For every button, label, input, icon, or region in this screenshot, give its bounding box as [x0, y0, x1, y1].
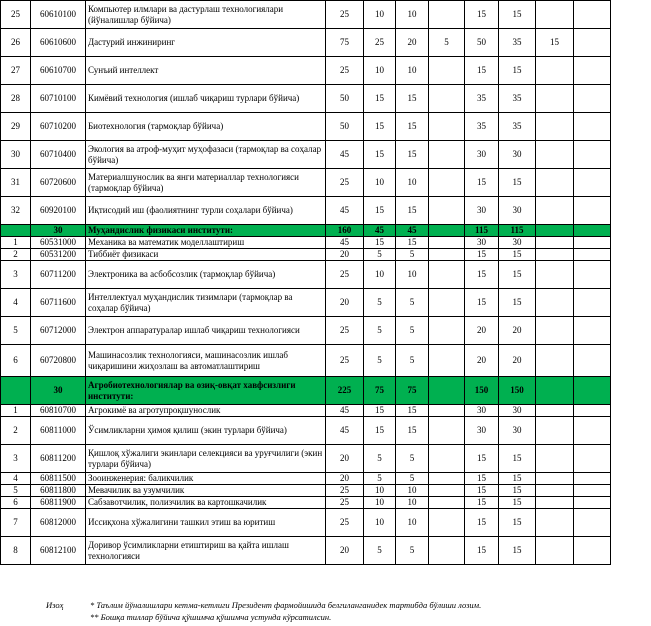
quota-cell	[574, 537, 611, 565]
quota-cell	[429, 417, 465, 445]
quota-cell	[429, 537, 465, 565]
code-cell: 60531000	[31, 237, 86, 249]
table-row	[1, 249, 651, 261]
quota-cell: 5	[364, 249, 396, 261]
name-cell: Муҳандислик физикаси институти:	[86, 225, 326, 237]
table-row	[1, 1, 651, 29]
quota-cell	[574, 445, 611, 473]
code-cell: 60720600	[31, 169, 86, 197]
quota-cell: 25	[326, 57, 364, 85]
quota-cell: 10	[364, 57, 396, 85]
row-number-cell: 3	[1, 261, 31, 289]
quota-cell: 45	[396, 225, 429, 237]
quota-cell	[574, 289, 611, 317]
row-number-cell: 29	[1, 113, 31, 141]
table-row	[1, 237, 651, 249]
quota-cell: 10	[396, 485, 429, 497]
quota-cell	[429, 249, 465, 261]
quota-cell: 15	[364, 405, 396, 417]
code-cell: 60711600	[31, 289, 86, 317]
quota-cell	[536, 345, 574, 377]
quota-cell	[429, 377, 465, 405]
name-cell: Кимёвий технология (ишлаб чиқариш турлари бўйича)	[86, 85, 326, 113]
quota-cell: 15	[465, 289, 499, 317]
name-cell: Сунъий интеллект	[86, 57, 326, 85]
quota-cell: 15	[465, 537, 499, 565]
row-number-cell: 3	[1, 445, 31, 473]
row-number-cell: 25	[1, 1, 31, 29]
code-cell: 30	[31, 225, 86, 237]
quota-cell: 30	[499, 197, 536, 225]
quota-cell	[429, 1, 465, 29]
quota-cell	[536, 85, 574, 113]
quota-cell: 15	[499, 537, 536, 565]
quota-cell: 10	[364, 485, 396, 497]
quota-cell	[536, 1, 574, 29]
quota-cell: 115	[465, 225, 499, 237]
name-cell: Электрон аппаратуралар ишлаб чиқариш технологияси	[86, 317, 326, 345]
quota-cell	[429, 485, 465, 497]
quota-cell	[574, 261, 611, 289]
quota-cell	[574, 1, 611, 29]
quota-cell: 35	[465, 113, 499, 141]
quota-cell: 30	[465, 237, 499, 249]
quota-cell	[429, 57, 465, 85]
code-cell: 60811000	[31, 417, 86, 445]
quota-cell: 5	[396, 249, 429, 261]
quota-cell	[536, 261, 574, 289]
quota-cell	[536, 377, 574, 405]
code-cell: 60920100	[31, 197, 86, 225]
name-cell: Дастурий инжиниринг	[86, 29, 326, 57]
quota-cell: 25	[326, 169, 364, 197]
quota-cell: 10	[364, 261, 396, 289]
quota-cell	[574, 225, 611, 237]
table-row	[1, 317, 651, 345]
quota-cell	[574, 237, 611, 249]
row-number-cell: 7	[1, 509, 31, 537]
quota-cell: 25	[326, 509, 364, 537]
name-cell: Материалшунослик ва янги материаллар технологияси (тармоқлар бўйича)	[86, 169, 326, 197]
code-cell: 60811200	[31, 445, 86, 473]
row-number-cell: 2	[1, 417, 31, 445]
quota-cell: 5	[396, 445, 429, 473]
quota-cell: 10	[396, 57, 429, 85]
quota-cell	[429, 497, 465, 509]
quota-cell: 45	[326, 405, 364, 417]
quota-cell	[429, 261, 465, 289]
quota-cell: 10	[396, 169, 429, 197]
code-cell: 60811900	[31, 497, 86, 509]
quota-cell	[536, 485, 574, 497]
footnote-label: Изоҳ	[46, 600, 64, 610]
quota-cell	[536, 405, 574, 417]
quota-cell	[429, 473, 465, 485]
quota-cell	[574, 509, 611, 537]
quota-cell: 30	[465, 197, 499, 225]
quota-cell	[574, 485, 611, 497]
quota-cell: 15	[499, 497, 536, 509]
table-row	[1, 473, 651, 485]
code-cell: 60720800	[31, 345, 86, 377]
footnote-line-1: * Таълим йўналишлари кетма-кетлиги Президент фармойишида белгиланганидек тартибда бўлиши лозим.	[90, 600, 482, 610]
name-cell: Доривор ўсимликларни етиштириш ва қайта ишлаш технологияси	[86, 537, 326, 565]
quota-cell	[536, 473, 574, 485]
code-cell: 30	[31, 377, 86, 405]
quota-cell: 25	[326, 317, 364, 345]
quota-cell: 150	[499, 377, 536, 405]
table-row	[1, 197, 651, 225]
quota-cell: 20	[499, 345, 536, 377]
table-row	[1, 345, 651, 377]
quota-cell: 20	[326, 445, 364, 473]
quota-cell: 75	[326, 29, 364, 57]
row-number-cell: 1	[1, 237, 31, 249]
row-number-cell: 32	[1, 197, 31, 225]
quota-cell: 15	[499, 249, 536, 261]
code-cell: 60710100	[31, 85, 86, 113]
quota-cell	[574, 473, 611, 485]
quota-cell	[536, 445, 574, 473]
quota-cell: 150	[465, 377, 499, 405]
quota-cell	[574, 317, 611, 345]
row-number-cell: 6	[1, 497, 31, 509]
quota-cell: 5	[364, 445, 396, 473]
quota-cell: 10	[364, 169, 396, 197]
quota-cell	[574, 417, 611, 445]
quota-cell: 15	[499, 57, 536, 85]
quota-cell: 115	[499, 225, 536, 237]
quota-cell	[536, 497, 574, 509]
row-number-cell: 4	[1, 473, 31, 485]
quota-cell: 35	[465, 85, 499, 113]
quota-cell: 50	[465, 29, 499, 57]
quota-cell: 15	[499, 445, 536, 473]
code-cell: 60710200	[31, 113, 86, 141]
quota-cell: 25	[326, 345, 364, 377]
quota-cell: 30	[465, 141, 499, 169]
quota-cell: 5	[364, 345, 396, 377]
quota-cell	[574, 405, 611, 417]
quota-cell: 15	[396, 141, 429, 169]
quota-cell: 15	[499, 289, 536, 317]
quota-cell: 15	[396, 405, 429, 417]
quota-cell: 30	[465, 417, 499, 445]
quota-cell	[574, 197, 611, 225]
quota-cell	[536, 113, 574, 141]
code-cell: 60811500	[31, 473, 86, 485]
quota-cell	[574, 29, 611, 57]
quota-cell: 20	[326, 249, 364, 261]
row-number-cell: 1	[1, 405, 31, 417]
quota-cell	[536, 141, 574, 169]
quota-cell: 75	[396, 377, 429, 405]
quota-cell	[429, 237, 465, 249]
quota-cell: 10	[396, 261, 429, 289]
quota-cell: 30	[499, 141, 536, 169]
code-cell: 60812100	[31, 537, 86, 565]
quota-cell: 5	[364, 537, 396, 565]
name-cell: Агрокимё ва агротупроқшунослик	[86, 405, 326, 417]
quota-cell: 15	[499, 485, 536, 497]
name-cell: Машинасозлик технологияси, машинасозлик ишлаб чиқаришини жиҳозлаш ва автоматлаштириш	[86, 345, 326, 377]
quota-cell: 15	[499, 169, 536, 197]
quota-cell	[536, 237, 574, 249]
code-cell: 60712000	[31, 317, 86, 345]
quota-cell: 20	[326, 473, 364, 485]
row-number-cell: 8	[1, 537, 31, 565]
code-cell: 60610100	[31, 1, 86, 29]
table-row	[1, 497, 651, 509]
quota-cell	[536, 249, 574, 261]
quota-cell: 10	[396, 509, 429, 537]
quota-cell	[536, 197, 574, 225]
table-row	[1, 289, 651, 317]
quota-cell: 25	[364, 29, 396, 57]
quota-cell	[536, 169, 574, 197]
code-cell: 60811800	[31, 485, 86, 497]
quota-cell: 15	[396, 417, 429, 445]
row-number-cell: 6	[1, 345, 31, 377]
table-row	[1, 85, 651, 113]
quota-cell	[574, 113, 611, 141]
quota-cell: 30	[499, 237, 536, 249]
quota-cell: 15	[536, 29, 574, 57]
quota-cell: 30	[465, 405, 499, 417]
name-cell: Иқтисодий иш (фаолиятнинг турли соҳалари бўйича)	[86, 197, 326, 225]
name-cell: Қишлоқ хўжалиги экинлари селекцияси ва уруғчилиги (экин турлари бўйича)	[86, 445, 326, 473]
code-cell: 60810700	[31, 405, 86, 417]
row-number-cell: 4	[1, 289, 31, 317]
quota-cell: 5	[396, 537, 429, 565]
quota-cell: 15	[364, 417, 396, 445]
quota-cell: 15	[465, 261, 499, 289]
quota-cell	[536, 417, 574, 445]
quota-cell: 15	[465, 445, 499, 473]
quota-cell: 15	[396, 237, 429, 249]
quota-cell: 15	[364, 197, 396, 225]
quota-cell	[536, 317, 574, 345]
quota-cell: 25	[326, 261, 364, 289]
quota-cell: 15	[465, 485, 499, 497]
quota-cell: 5	[396, 317, 429, 345]
quota-cell: 15	[465, 57, 499, 85]
quota-cell: 25	[326, 497, 364, 509]
quota-cell: 10	[396, 1, 429, 29]
quota-cell	[574, 85, 611, 113]
table-row	[1, 417, 651, 445]
code-cell: 60710400	[31, 141, 86, 169]
table-row	[1, 261, 651, 289]
quota-cell: 20	[499, 317, 536, 345]
quota-cell	[536, 537, 574, 565]
quota-cell	[536, 225, 574, 237]
quota-cell: 5	[396, 345, 429, 377]
quota-cell: 25	[326, 1, 364, 29]
quota-cell: 25	[326, 485, 364, 497]
quota-cell: 15	[396, 197, 429, 225]
quota-cell	[429, 509, 465, 537]
table-row	[1, 169, 651, 197]
quota-cell: 15	[465, 473, 499, 485]
quota-cell: 15	[499, 509, 536, 537]
name-cell: Биотехнология (тармоқлар бўйича)	[86, 113, 326, 141]
code-cell: 60531200	[31, 249, 86, 261]
quota-cell: 15	[465, 509, 499, 537]
quota-cell	[429, 225, 465, 237]
quota-cell: 15	[499, 261, 536, 289]
table-row	[1, 113, 651, 141]
row-number-cell: 31	[1, 169, 31, 197]
quota-cell	[574, 141, 611, 169]
quota-cell	[429, 317, 465, 345]
table-row	[1, 405, 651, 417]
quota-cell: 20	[465, 345, 499, 377]
row-number-cell: 5	[1, 317, 31, 345]
quota-cell: 30	[499, 405, 536, 417]
name-cell: Механика ва математик моделлаштириш	[86, 237, 326, 249]
quota-cell: 5	[396, 289, 429, 317]
quota-cell: 30	[499, 417, 536, 445]
quota-cell: 15	[364, 113, 396, 141]
quota-cell	[429, 85, 465, 113]
quota-cell: 15	[364, 85, 396, 113]
row-number-cell: 2	[1, 249, 31, 261]
quota-cell: 15	[465, 497, 499, 509]
quota-cell	[429, 141, 465, 169]
quota-cell: 50	[326, 85, 364, 113]
quota-cell	[429, 405, 465, 417]
quota-cell	[536, 509, 574, 537]
quota-cell: 15	[364, 237, 396, 249]
quota-cell: 5	[396, 473, 429, 485]
quota-cell: 15	[499, 1, 536, 29]
quota-cell	[574, 57, 611, 85]
quota-cell: 20	[396, 29, 429, 57]
quota-cell	[536, 57, 574, 85]
quota-cell: 45	[326, 141, 364, 169]
table-row	[1, 445, 651, 473]
quota-cell: 10	[364, 1, 396, 29]
quota-cell: 15	[396, 85, 429, 113]
code-cell: 60610700	[31, 57, 86, 85]
quota-cell: 5	[364, 473, 396, 485]
quota-cell: 160	[326, 225, 364, 237]
quota-cell: 15	[499, 473, 536, 485]
quota-cell	[429, 197, 465, 225]
row-number-cell: 27	[1, 57, 31, 85]
quota-cell: 10	[396, 497, 429, 509]
table-row	[1, 141, 651, 169]
code-cell: 60610600	[31, 29, 86, 57]
quota-cell	[429, 169, 465, 197]
quota-cell	[536, 289, 574, 317]
institute-header-row	[1, 377, 651, 405]
quota-cell: 5	[429, 29, 465, 57]
quota-cell: 35	[499, 113, 536, 141]
name-cell: Агробиотехнологиялар ва озиқ-овқат хавфсизлиги институти:	[86, 377, 326, 405]
table-row	[1, 485, 651, 497]
quota-cell: 45	[326, 197, 364, 225]
quota-cell	[574, 497, 611, 509]
name-cell: Зооинженерия: баликчилик	[86, 473, 326, 485]
quota-cell: 45	[326, 417, 364, 445]
institute-header-row	[1, 225, 651, 237]
name-cell: Электроника ва асбобсозлик (тармоқлар бўйича)	[86, 261, 326, 289]
quota-cell: 20	[326, 289, 364, 317]
name-cell: Иссиқхона хўжалигини ташкил этиш ва юритиш	[86, 509, 326, 537]
quota-cell: 5	[364, 317, 396, 345]
quota-cell: 225	[326, 377, 364, 405]
quota-cell	[429, 289, 465, 317]
table-row	[1, 57, 651, 85]
row-number-cell	[1, 377, 31, 405]
row-number-cell: 26	[1, 29, 31, 57]
quota-cell: 15	[396, 113, 429, 141]
quota-cell: 50	[326, 113, 364, 141]
row-number-cell: 30	[1, 141, 31, 169]
quota-cell: 15	[465, 169, 499, 197]
quota-cell: 10	[364, 509, 396, 537]
quota-cell	[574, 249, 611, 261]
name-cell: Тиббиёт физикаси	[86, 249, 326, 261]
table-body	[1, 1, 651, 565]
quota-cell	[429, 113, 465, 141]
name-cell: Экология ва атроф-муҳит муҳофазаси (тармоқлар ва соҳалар бўйича)	[86, 141, 326, 169]
quota-cell	[574, 169, 611, 197]
quota-cell: 15	[465, 249, 499, 261]
quota-cell	[429, 345, 465, 377]
name-cell: Интеллектуал муҳандислик тизимлари (тармоқлар ва соҳалар бўйича)	[86, 289, 326, 317]
quota-cell: 20	[465, 317, 499, 345]
name-cell: Сабзавотчилик, полизчилик ва картошкачилик	[86, 497, 326, 509]
code-cell: 60812000	[31, 509, 86, 537]
row-number-cell: 5	[1, 485, 31, 497]
table-row	[1, 509, 651, 537]
row-number-cell	[1, 225, 31, 237]
quota-cell: 45	[326, 237, 364, 249]
footnote-line-2: ** Бошқа тиллар бўйича қўшимча қўшимча устунда кўрсатилсин.	[90, 612, 332, 622]
code-cell: 60711200	[31, 261, 86, 289]
quota-cell: 35	[499, 85, 536, 113]
quota-cell: 35	[499, 29, 536, 57]
quota-cell: 10	[364, 497, 396, 509]
quota-cell: 15	[465, 1, 499, 29]
quota-cell	[574, 345, 611, 377]
row-number-cell: 28	[1, 85, 31, 113]
name-cell: Мевачилик ва узумчилик	[86, 485, 326, 497]
table-row	[1, 537, 651, 565]
quota-cell: 20	[326, 537, 364, 565]
name-cell: Ўсимликларни ҳимоя қилиш (экин турлари бўйича)	[86, 417, 326, 445]
quota-cell: 45	[364, 225, 396, 237]
quota-cell: 75	[364, 377, 396, 405]
quota-cell: 5	[364, 289, 396, 317]
quota-cell	[574, 377, 611, 405]
name-cell: Компьютер илмлари ва дастурлаш технологиялари (йўналишлар бўйича)	[86, 1, 326, 29]
quota-cell	[429, 445, 465, 473]
table-row	[1, 29, 651, 57]
quota-cell: 15	[364, 141, 396, 169]
